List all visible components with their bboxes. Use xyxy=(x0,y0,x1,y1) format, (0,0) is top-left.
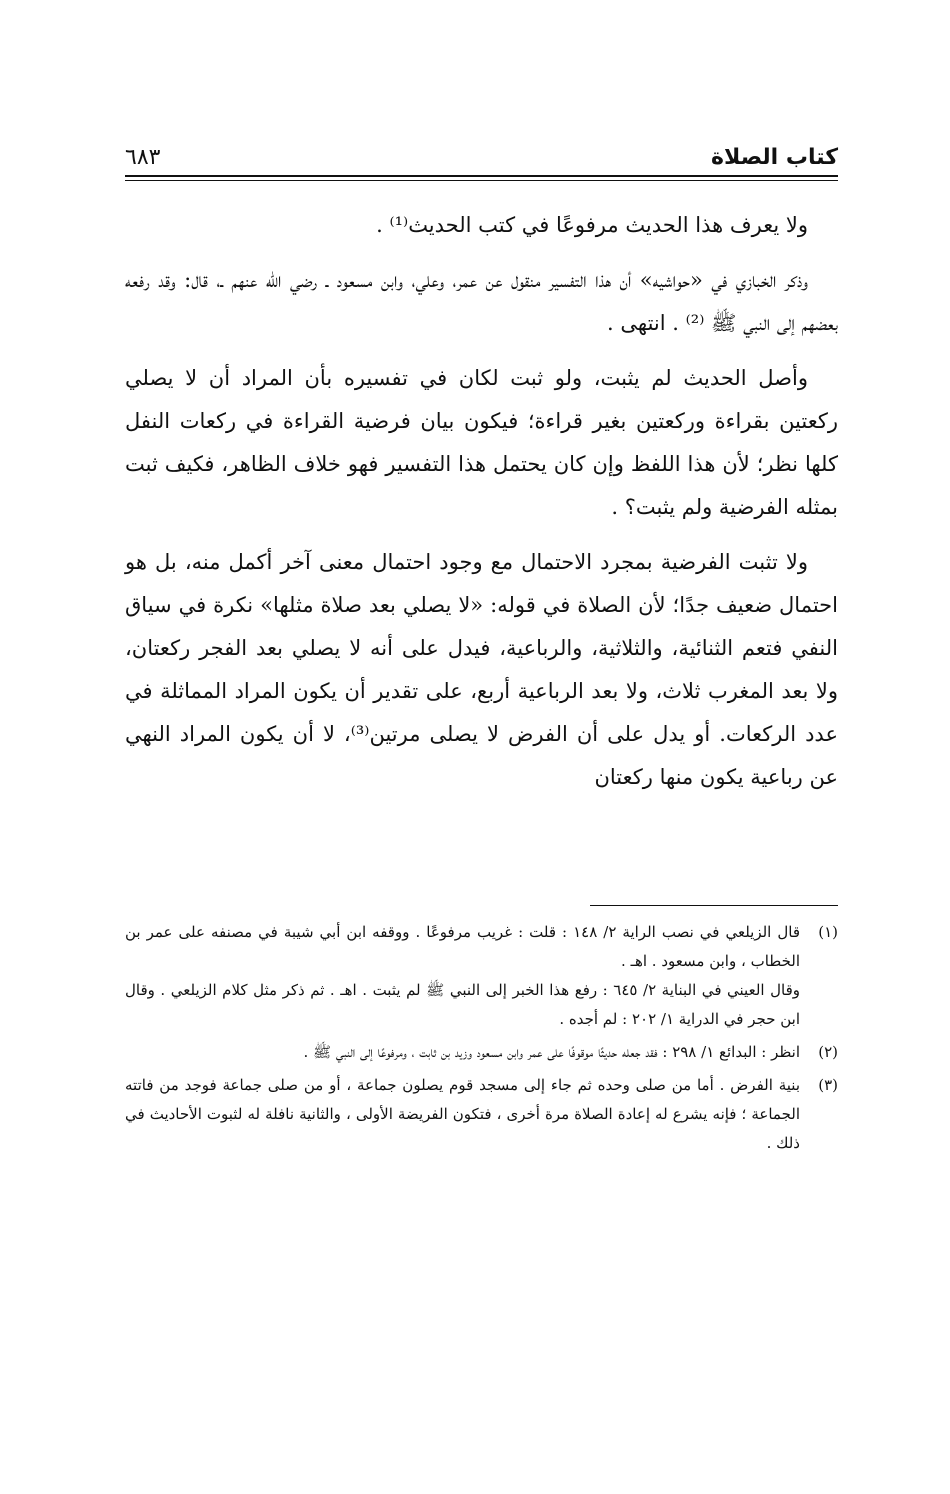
footnote-separator xyxy=(590,905,838,906)
footnote-number: (١) xyxy=(818,923,838,941)
footnotes xyxy=(125,918,838,1162)
chapter-title: كتاب الصلاة xyxy=(711,145,838,170)
running-header xyxy=(125,140,838,180)
footnote-1 xyxy=(125,918,838,1034)
footnote-number: (٢) xyxy=(818,1043,838,1061)
footnote-3 xyxy=(125,1071,838,1158)
footnote-line: قال الزيلعي في نصب الراية ٢/ ١٤٨ : قلت : غريب مرفوعًا . ووقفه ابن أبي شيبة في مصنفه على عمر بن الخطاب ، وابن مسعود . اهـ . xyxy=(125,923,801,970)
footnote-line: انظر : البدائع ١/ ٢٩٨ : فقد جعله حديثًا موقوفًا على عمر وابن مسعود وزيد بن ثابت ، ومرفوعًا إلى النبي ﷺ . xyxy=(303,1043,800,1061)
footnote-number: (٣) xyxy=(818,1076,838,1094)
header-rule-thin xyxy=(125,180,838,181)
footnote-line: وقال العيني في البناية ٢/ ٦٤٥ : رفع هذا الخبر إلى النبي ﷺ لم يثبت . اهـ . ثم ذكر مثل كلام الزيلعي . وقال ابن حجر في الدراية ١/ ٢٠٢ : لم أجده . xyxy=(125,981,800,1028)
footnote-2 xyxy=(125,1038,838,1067)
paragraph-4: ولا تثبت الفرضية بمجرد الاحتمال مع وجود احتمال معنى آخر أكمل منه، بل هو احتمال ضعيف جدًا؛ لأن الصلاة في قوله: «لا يصلي بعد صلاة مثلها» نكرة في سياق النفي فتعم الثنائية، والثلاثية، والرباعية، فيدل على أنه لا يصلي بعد الفجر ركعتان، ولا بعد المغرب ثلاث، ولا بعد الرباعية أربع، على تقدير أن يكون المراد المماثلة في عدد الركعات. أو يدل على أن الفرض لا يصلى مرتين⁽³⁾، لا أن يكون المراد النهي عن رباعية يكون منها ركعتان xyxy=(125,550,838,789)
main-text xyxy=(125,204,838,811)
page-number: ٦٨٣ xyxy=(125,145,161,170)
paragraph-1: ولا يعرف هذا الحديث مرفوعًا في كتب الحديث⁽¹⁾ . xyxy=(376,213,808,237)
footnote-line: بنية الفرض . أما من صلى وحده ثم جاء إلى مسجد قوم يصلون جماعة ، أو من صلى جماعة فوجد من فاتته الجماعة ؛ فإنه يشرع له إعادة الصلاة مرة أخرى ، فتكون الفريضة الأولى ، والثانية نافلة له لثبوت الأحاديث في ذلك . xyxy=(125,1076,800,1152)
paragraph-2: وذكر الخبازي في «حواشيه» أن هذا التفسير منقول عن عمر، وعلي، وابن مسعود ـ رضي الله عنهم ـ، قال: وقد رفعه بعضهم إلى النبي ﷺ ⁽²⁾ . انتهى . xyxy=(125,268,838,335)
paragraph-3: وأصل الحديث لم يثبت، ولو ثبت لكان في تفسيره بأن المراد أن لا يصلي ركعتين بقراءة وركعتين بغير قراءة؛ فيكون بيان فرضية القراءة في ركعات النفل كلها نظر؛ لأن هذا اللفظ وإن كان يحتمل هذا التفسير فهو خلاف الظاهر، فكيف ثبت بمثله الفرضية ولم يثبت؟ . xyxy=(125,366,838,519)
header-rule-thick xyxy=(125,175,838,177)
